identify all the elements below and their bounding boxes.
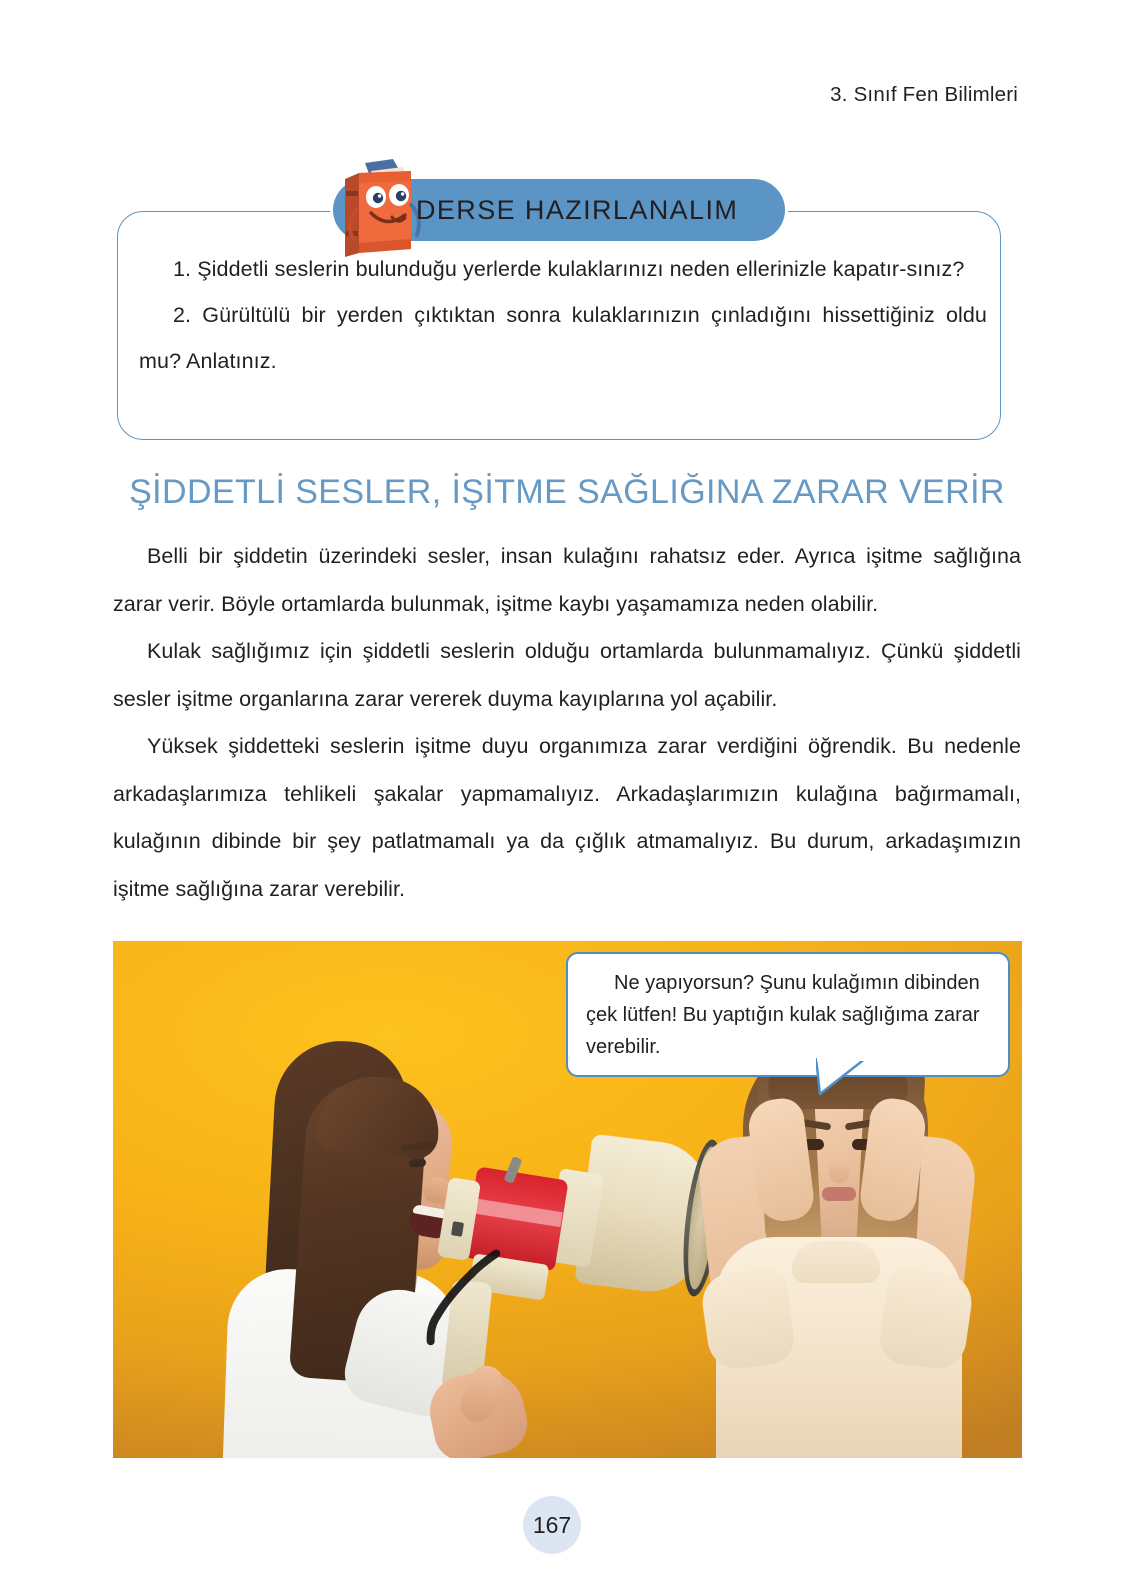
paragraph-1: Belli bir şiddetin üzerindeki sesler, insan kulağını rahatsız eder. Ayrıca işitme sağlığına zarar verir. Böyle ortamlarda bulunmak, işitme kaybı yaşamamıza neden olabilir.: [113, 544, 1021, 616]
question-text-1: Şiddetli seslerin bulunduğu yerlerde kulaklarınızı neden ellerinizle kapatır‑sınız?: [197, 257, 965, 281]
speech-bubble-tail: [816, 1058, 870, 1096]
photo-right-girl-sleeve-left: [699, 1265, 798, 1372]
paragraph-2: Kulak sağlığımız için şiddetli seslerin olduğu ortamlarda bulunmamalıyız. Çünkü şiddetli sesler işitme organlarına zarar vererek duyma kayıplarına yol açabilir.: [113, 639, 1021, 711]
speech-bubble: [566, 952, 1010, 1077]
prepare-banner-label: DERSE HAZIRLANALIM: [416, 195, 739, 225]
photo-right-girl-mouth: [822, 1187, 856, 1201]
photo-megaphone-button: [451, 1221, 464, 1237]
photo-left-girl-eye: [409, 1158, 427, 1167]
question-item-2: [139, 292, 987, 384]
section-body: [113, 533, 1021, 913]
paragraph-3: Yüksek şiddetteki seslerin işitme duyu organımıza zarar verdiğini öğrendik. Bu nedenle arkadaşlarımıza tehlikeli şakalar yapmamalıyız. Arkadaşlarımızın kulağına bağırmamalı, kulağının dibinde bir şey patlatmamalı ya da çığlık atmamalıyız. Bu durum, arkadaşımızın işitme sağlığına zarar verebilir.: [113, 734, 1021, 901]
question-item-1: [139, 246, 987, 292]
prepare-questions-list: [139, 246, 987, 384]
question-number-2: 2.: [173, 303, 192, 327]
speech-bubble-text: Ne yapıyorsun? Şunu kulağımın dibinden çek lütfen! Bu yaptığın kulak sağlığıma zarar verebilir.: [586, 972, 980, 1058]
section-title: ŞİDDETLİ SESLER, İŞİTME SAĞLIĞINA ZARAR VERİR: [129, 473, 1005, 511]
page-number-badge: 167: [523, 1496, 581, 1554]
photo-right-girl-nose: [829, 1155, 849, 1183]
photo-megaphone-cord: [389, 1236, 511, 1367]
photo-right-girl-collar: [792, 1241, 880, 1283]
photo-right-girl-sleeve-right: [877, 1265, 976, 1372]
question-text-2: Gürültülü bir yerden çıktıktan sonra kulaklarınızın çınladığını hissettiğiniz oldu mu? Anlatınız.: [139, 303, 987, 373]
question-number-1: 1.: [173, 257, 192, 281]
running-header: 3. Sınıf Fen Bilimleri: [830, 83, 1018, 106]
